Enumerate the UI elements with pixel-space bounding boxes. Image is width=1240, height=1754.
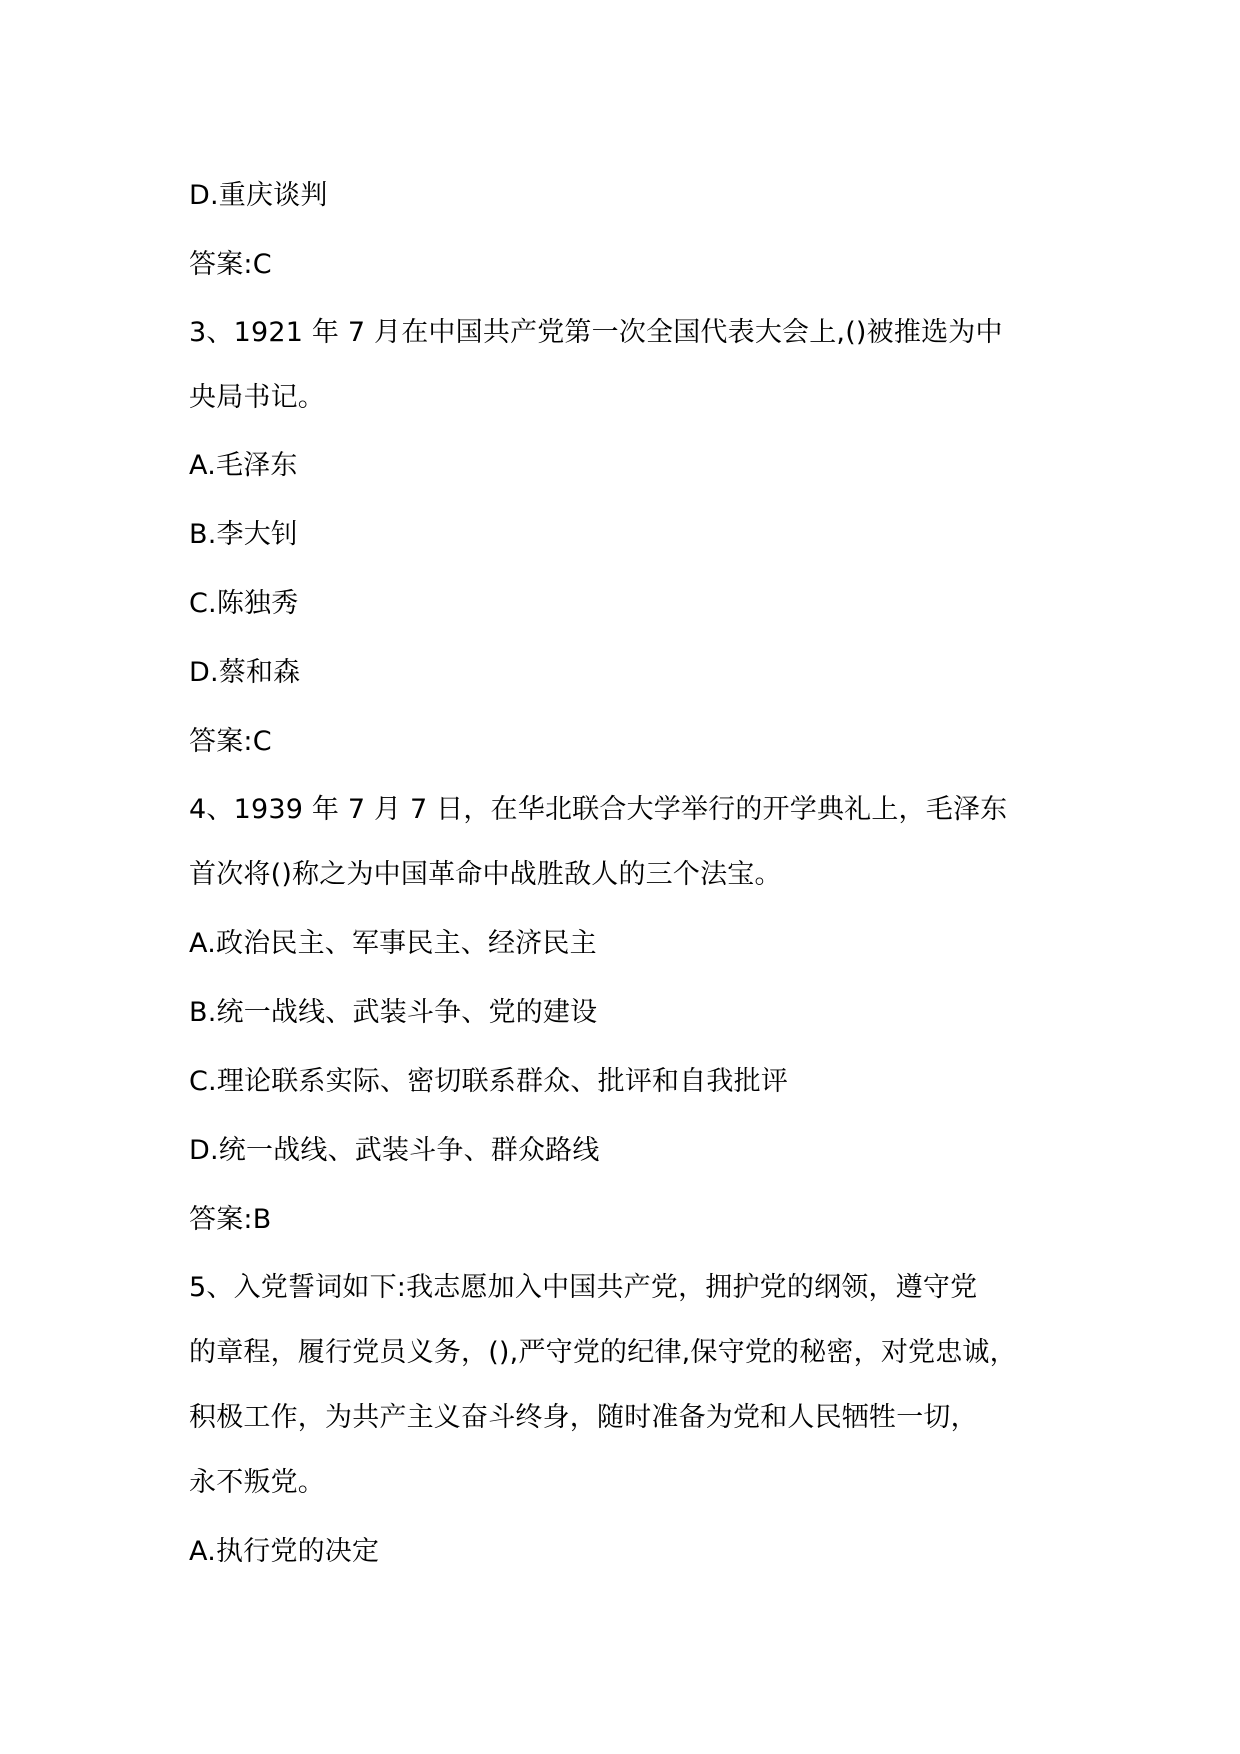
q3-option-d: D.蔡和森 bbox=[189, 657, 301, 688]
q4-answer: 答案:B bbox=[189, 1204, 272, 1235]
q5-question-line3: 积极工作，为共产主义奋斗终身，随时准备为党和人民牺牲一切， bbox=[189, 1402, 978, 1433]
q4-question-line2: 首次将()称之为中国革命中战胜敌人的三个法宝。 bbox=[189, 859, 782, 890]
q3-option-a: A.毛泽东 bbox=[189, 450, 298, 481]
q2-answer: 答案:C bbox=[189, 249, 272, 280]
q4-question-line1: 4、1939 年 7 月 7 日，在华北联合大学举行的开学典礼上，毛泽东 bbox=[189, 794, 1008, 825]
q4-option-c: C.理论联系实际、密切联系群众、批评和自我批评 bbox=[189, 1066, 789, 1097]
q4-option-a: A.政治民主、军事民主、经济民主 bbox=[189, 928, 597, 959]
q4-option-b: B.统一战线、武装斗争、党的建设 bbox=[189, 997, 598, 1028]
q5-question-line1: 5、入党誓词如下:我志愿加入中国共产党，拥护党的纲领，遵守党 bbox=[189, 1272, 978, 1303]
q3-question-line2: 央局书记。 bbox=[189, 382, 325, 413]
q3-question-line1: 3、1921 年 7 月在中国共产党第一次全国代表大会上,()被推选为中 bbox=[189, 317, 1003, 348]
q3-option-c: C.陈独秀 bbox=[189, 588, 299, 619]
q5-option-a: A.执行党的决定 bbox=[189, 1536, 380, 1567]
q5-question-line4: 永不叛党。 bbox=[189, 1467, 325, 1498]
q4-option-d: D.统一战线、武装斗争、群众路线 bbox=[189, 1135, 600, 1166]
q2-option-d: D.重庆谈判 bbox=[189, 180, 328, 211]
q3-answer: 答案:C bbox=[189, 726, 272, 757]
q5-question-line2: 的章程，履行党员义务，(),严守党的纪律,保守党的秘密，对党忠诚， bbox=[189, 1337, 1017, 1368]
q3-option-b: B.李大钊 bbox=[189, 519, 299, 550]
